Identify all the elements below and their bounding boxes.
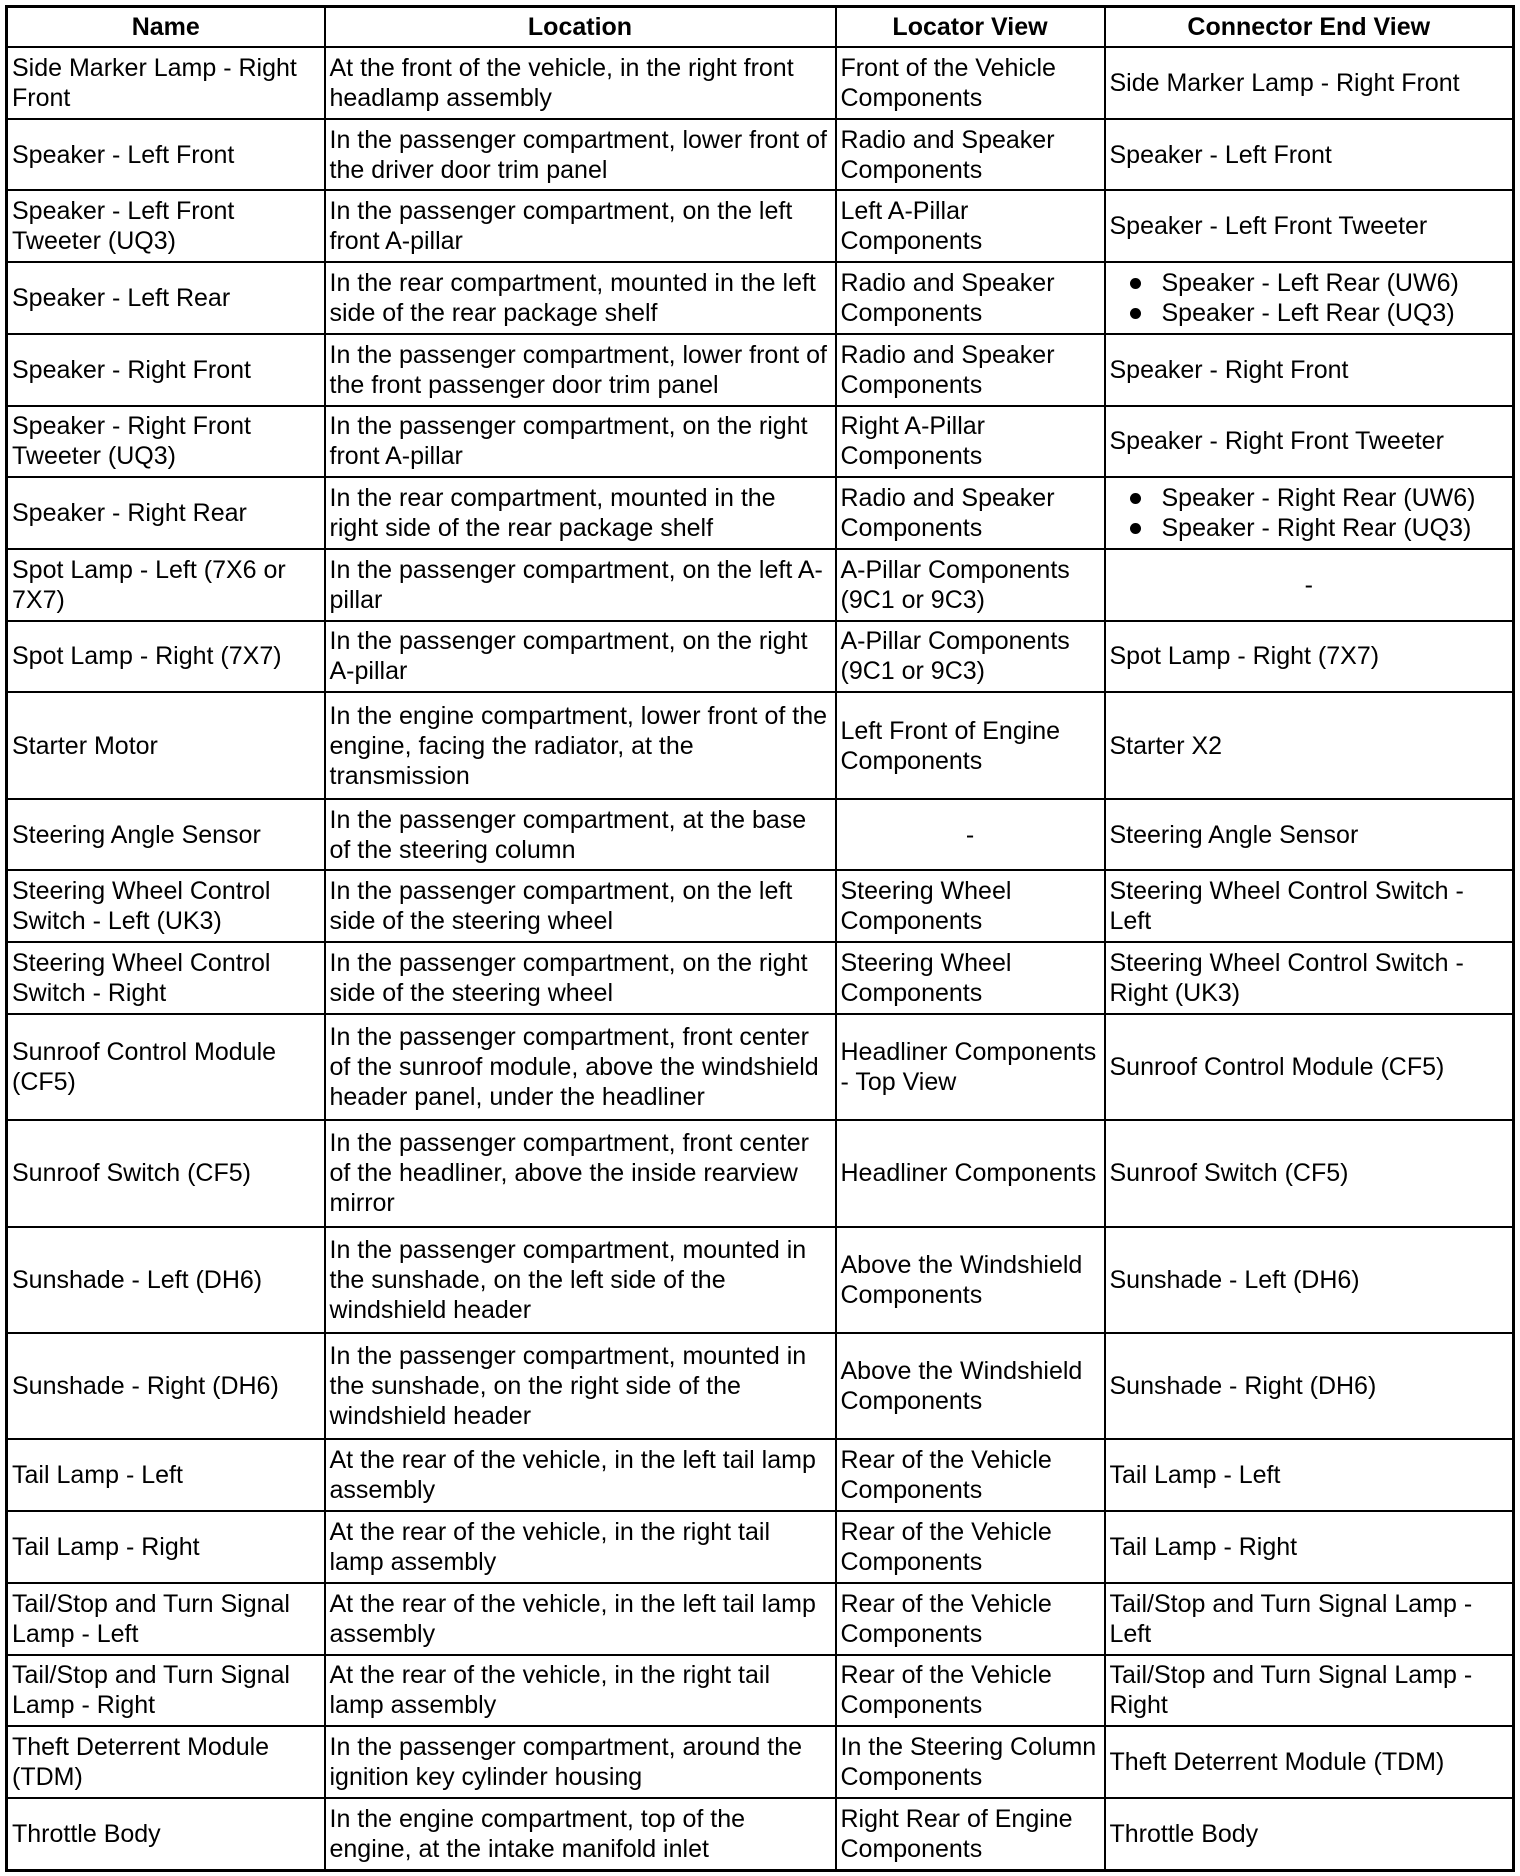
connector-list-item: Speaker - Left Rear (UQ3) <box>1110 298 1509 328</box>
cell-locator-view: A-Pillar Components (9C1 or 9C3) <box>836 549 1105 621</box>
cell-location: In the passenger compartment, around the ignition key cylinder housing <box>325 1726 836 1798</box>
cell-locator-view: Rear of the Vehicle Components <box>836 1511 1105 1583</box>
cell-location: In the engine compartment, lower front of the engine, facing the radiator, at the transmission <box>325 692 836 798</box>
table-row <box>7 942 1514 1014</box>
cell-location: At the rear of the vehicle, in the left tail lamp assembly <box>325 1583 836 1655</box>
cell-locator-view: Rear of the Vehicle Components <box>836 1439 1105 1511</box>
table-row <box>7 1439 1514 1511</box>
cell-connector-end-view: Theft Deterrent Module (TDM) <box>1105 1726 1514 1798</box>
table-row <box>7 1726 1514 1798</box>
table-row <box>7 870 1514 942</box>
table-row <box>7 621 1514 693</box>
cell-location: In the passenger compartment, mounted in the sunshade, on the right side of the windshield header <box>325 1333 836 1439</box>
table-row <box>7 1120 1514 1226</box>
cell-name: Throttle Body <box>7 1798 325 1871</box>
cell-connector-end-view: Sunroof Control Module (CF5) <box>1105 1014 1514 1120</box>
header-name: Name <box>7 7 325 48</box>
cell-name: Spot Lamp - Left (7X6 or 7X7) <box>7 549 325 621</box>
cell-locator-view: Right A-Pillar Components <box>836 406 1105 478</box>
table-row <box>7 1583 1514 1655</box>
cell-connector-end-view: Speaker - Right Front <box>1105 334 1514 406</box>
component-locator-table <box>5 5 1515 1872</box>
table-row <box>7 1333 1514 1439</box>
cell-connector-end-view: - <box>1105 549 1514 621</box>
table-row <box>7 1014 1514 1120</box>
cell-connector-end-view: Speaker - Right Front Tweeter <box>1105 406 1514 478</box>
cell-location: In the passenger compartment, front center of the sunroof module, above the windshield header panel, under the headliner <box>325 1014 836 1120</box>
table-row <box>7 692 1514 798</box>
cell-name: Tail/Stop and Turn Signal Lamp - Left <box>7 1583 325 1655</box>
cell-locator-view: Radio and Speaker Components <box>836 119 1105 191</box>
cell-connector-end-view: Speaker - Left Front <box>1105 119 1514 191</box>
cell-location: At the rear of the vehicle, in the left tail lamp assembly <box>325 1439 836 1511</box>
cell-locator-view: In the Steering Column Components <box>836 1726 1105 1798</box>
cell-connector-end-view: Sunroof Switch (CF5) <box>1105 1120 1514 1226</box>
header-connector-end-view: Connector End View <box>1105 7 1514 48</box>
table-row <box>7 47 1514 119</box>
cell-location: In the passenger compartment, on the right front A-pillar <box>325 406 836 478</box>
cell-name: Speaker - Left Rear <box>7 262 325 334</box>
table-row <box>7 406 1514 478</box>
cell-name: Sunroof Switch (CF5) <box>7 1120 325 1226</box>
cell-connector-end-view: Spot Lamp - Right (7X7) <box>1105 621 1514 693</box>
connector-list-item: Speaker - Right Rear (UQ3) <box>1110 513 1509 543</box>
cell-name: Steering Wheel Control Switch - Left (UK3) <box>7 870 325 942</box>
cell-connector-end-view: Tail Lamp - Left <box>1105 1439 1514 1511</box>
cell-location: In the passenger compartment, lower front of the front passenger door trim panel <box>325 334 836 406</box>
connector-list <box>1110 268 1509 328</box>
cell-connector-end-view: Tail/Stop and Turn Signal Lamp - Right <box>1105 1655 1514 1727</box>
cell-location: At the front of the vehicle, in the right front headlamp assembly <box>325 47 836 119</box>
cell-locator-view: - <box>836 799 1105 871</box>
cell-connector-end-view: Steering Angle Sensor <box>1105 799 1514 871</box>
cell-connector-end-view: Sunshade - Left (DH6) <box>1105 1227 1514 1333</box>
cell-name: Tail Lamp - Left <box>7 1439 325 1511</box>
table-row <box>7 190 1514 262</box>
cell-location: In the passenger compartment, on the left A-pillar <box>325 549 836 621</box>
cell-locator-view: Radio and Speaker Components <box>836 477 1105 549</box>
cell-locator-view: A-Pillar Components (9C1 or 9C3) <box>836 621 1105 693</box>
connector-list-item: Speaker - Right Rear (UW6) <box>1110 483 1509 513</box>
cell-name: Sunroof Control Module (CF5) <box>7 1014 325 1120</box>
table-row <box>7 799 1514 871</box>
header-row <box>7 7 1514 48</box>
cell-location: In the passenger compartment, on the right A-pillar <box>325 621 836 693</box>
table-row <box>7 262 1514 334</box>
cell-connector-end-view: Throttle Body <box>1105 1798 1514 1871</box>
cell-name: Spot Lamp - Right (7X7) <box>7 621 325 693</box>
cell-location: In the passenger compartment, lower front of the driver door trim panel <box>325 119 836 191</box>
table-row <box>7 1655 1514 1727</box>
header-location: Location <box>325 7 836 48</box>
cell-locator-view: Steering Wheel Components <box>836 942 1105 1014</box>
cell-name: Speaker - Left Front <box>7 119 325 191</box>
cell-location: In the passenger compartment, on the left side of the steering wheel <box>325 870 836 942</box>
cell-connector-end-view: Speaker - Left Front Tweeter <box>1105 190 1514 262</box>
table-row <box>7 549 1514 621</box>
cell-name: Tail Lamp - Right <box>7 1511 325 1583</box>
cell-location: In the passenger compartment, on the right side of the steering wheel <box>325 942 836 1014</box>
cell-locator-view: Rear of the Vehicle Components <box>836 1583 1105 1655</box>
cell-locator-view: Steering Wheel Components <box>836 870 1105 942</box>
cell-connector-end-view: Steering Wheel Control Switch - Left <box>1105 870 1514 942</box>
cell-name: Speaker - Left Front Tweeter (UQ3) <box>7 190 325 262</box>
cell-locator-view: Front of the Vehicle Components <box>836 47 1105 119</box>
cell-location: In the passenger compartment, front center of the headliner, above the inside rearview mirror <box>325 1120 836 1226</box>
cell-locator-view: Left A-Pillar Components <box>836 190 1105 262</box>
cell-connector-end-view: Tail Lamp - Right <box>1105 1511 1514 1583</box>
table-row <box>7 1511 1514 1583</box>
cell-locator-view: Headliner Components <box>836 1120 1105 1226</box>
cell-name: Sunshade - Right (DH6) <box>7 1333 325 1439</box>
cell-locator-view: Above the Windshield Components <box>836 1333 1105 1439</box>
document-page <box>5 5 1512 1872</box>
cell-locator-view: Headliner Components - Top View <box>836 1014 1105 1120</box>
table-row <box>7 1227 1514 1333</box>
cell-location: At the rear of the vehicle, in the right tail lamp assembly <box>325 1511 836 1583</box>
cell-name: Sunshade - Left (DH6) <box>7 1227 325 1333</box>
cell-location: In the passenger compartment, at the base of the steering column <box>325 799 836 871</box>
cell-connector-end-view <box>1105 477 1514 549</box>
cell-name: Starter Motor <box>7 692 325 798</box>
cell-connector-end-view: Starter X2 <box>1105 692 1514 798</box>
cell-location: At the rear of the vehicle, in the right tail lamp assembly <box>325 1655 836 1727</box>
cell-name: Speaker - Right Front <box>7 334 325 406</box>
cell-name: Steering Wheel Control Switch - Right <box>7 942 325 1014</box>
cell-location: In the passenger compartment, on the left front A-pillar <box>325 190 836 262</box>
cell-location: In the passenger compartment, mounted in the sunshade, on the left side of the windshield header <box>325 1227 836 1333</box>
cell-name: Theft Deterrent Module (TDM) <box>7 1726 325 1798</box>
cell-locator-view: Left Front of Engine Components <box>836 692 1105 798</box>
table-row <box>7 334 1514 406</box>
cell-locator-view: Radio and Speaker Components <box>836 334 1105 406</box>
cell-location: In the engine compartment, top of the engine, at the intake manifold inlet <box>325 1798 836 1871</box>
cell-location: In the rear compartment, mounted in the left side of the rear package shelf <box>325 262 836 334</box>
cell-name: Side Marker Lamp - Right Front <box>7 47 325 119</box>
cell-locator-view: Right Rear of Engine Components <box>836 1798 1105 1871</box>
cell-locator-view: Radio and Speaker Components <box>836 262 1105 334</box>
cell-connector-end-view: Tail/Stop and Turn Signal Lamp - Left <box>1105 1583 1514 1655</box>
cell-locator-view: Rear of the Vehicle Components <box>836 1655 1105 1727</box>
cell-location: In the rear compartment, mounted in the right side of the rear package shelf <box>325 477 836 549</box>
table-row <box>7 1798 1514 1871</box>
connector-list <box>1110 483 1509 543</box>
cell-connector-end-view: Side Marker Lamp - Right Front <box>1105 47 1514 119</box>
cell-name: Tail/Stop and Turn Signal Lamp - Right <box>7 1655 325 1727</box>
cell-name: Speaker - Right Front Tweeter (UQ3) <box>7 406 325 478</box>
cell-connector-end-view <box>1105 262 1514 334</box>
header-locator-view: Locator View <box>836 7 1105 48</box>
cell-name: Speaker - Right Rear <box>7 477 325 549</box>
table-body <box>7 47 1514 1871</box>
cell-locator-view: Above the Windshield Components <box>836 1227 1105 1333</box>
cell-connector-end-view: Steering Wheel Control Switch - Right (UK3) <box>1105 942 1514 1014</box>
table-row <box>7 119 1514 191</box>
cell-connector-end-view: Sunshade - Right (DH6) <box>1105 1333 1514 1439</box>
cell-name: Steering Angle Sensor <box>7 799 325 871</box>
table-row <box>7 477 1514 549</box>
connector-list-item: Speaker - Left Rear (UW6) <box>1110 268 1509 298</box>
